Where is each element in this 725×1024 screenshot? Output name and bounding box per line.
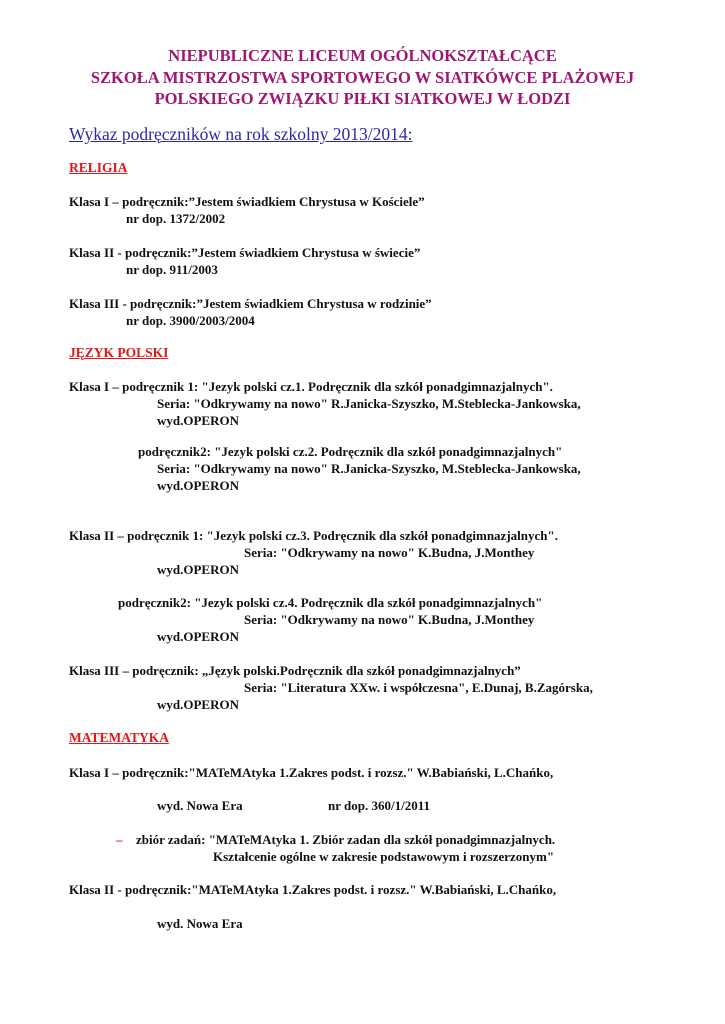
polski-klasa-3-line-b: Seria: "Literatura XXw. i współczesna", E.Dunaj, B.Zagórska, [244, 680, 593, 695]
matematyka-klasa-2-wyd: wyd. Nowa Era [157, 916, 243, 931]
school-name-line-2: SZKOŁA MISTRZOSTWA SPORTOWEGO W SIATKÓWCE PLAŻOWEJ [90, 68, 635, 87]
polski-klasa-2-line-c: wyd.OPERON [157, 562, 239, 577]
matematyka-zbior-line-a: zbiór zadań: "MATeMAtyka 1. Zbiór zadan dla szkół ponadgimnazjalnych. [136, 832, 556, 847]
list-dash-marker: – [116, 832, 123, 847]
document-subtitle: Wykaz podręczników na rok szkolny 2013/2014: [69, 124, 413, 144]
polski-klasa-1-line-d: podręcznik2: "Jezyk polski cz.2. Podręcznik dla szkół ponadgimnazjalnych" [138, 444, 563, 459]
religia-klasa-2-nr: nr dop. 911/2003 [126, 262, 218, 277]
polski-klasa-2-line-f: wyd.OPERON [157, 629, 239, 644]
religia-klasa-3: Klasa III - podręcznik:”Jestem świadkiem Chrystusa w rodzinie” [69, 296, 432, 311]
polski-klasa-1-line-a: Klasa I – podręcznik 1: "Jezyk polski cz.1. Podręcznik dla szkół ponadgimnazjalnych". [69, 379, 553, 394]
matematyka-klasa-2: Klasa II - podręcznik:"MATeMAtyka 1.Zakres podst. i rozsz." W.Babiański, L.Chańko, [69, 882, 557, 897]
section-polski-title: JĘZYK POLSKI [69, 345, 169, 360]
religia-klasa-1: Klasa I – podręcznik:”Jestem świadkiem Chrystusa w Kościele” [69, 194, 425, 209]
polski-klasa-3-line-a: Klasa III – podręcznik: „Język polski.Podręcznik dla szkół ponadgimnazjalnych” [69, 663, 521, 678]
polski-klasa-1-line-f: wyd.OPERON [157, 478, 239, 493]
polski-klasa-1-line-c: wyd.OPERON [157, 413, 239, 428]
polski-klasa-2-line-b: Seria: "Odkrywamy na nowo" K.Budna, J.Monthey [244, 545, 535, 560]
polski-klasa-2-line-a: Klasa II – podręcznik 1: "Jezyk polski cz.3. Podręcznik dla szkół ponadgimnazjalnych". [69, 528, 558, 543]
section-religia-title: RELIGIA [69, 160, 128, 175]
matematyka-klasa-1: Klasa I – podręcznik:"MATeMAtyka 1.Zakres podst. i rozsz." W.Babiański, L.Chańko, [69, 765, 554, 780]
section-matematyka-title: MATEMATYKA [69, 730, 169, 745]
matematyka-zbior-line-b: Kształcenie ogólne w zakresie podstawowym i rozszerzonym" [213, 849, 555, 864]
matematyka-klasa-1-nr: nr dop. 360/1/2011 [328, 798, 430, 813]
polski-klasa-3-line-c: wyd.OPERON [157, 697, 239, 712]
religia-klasa-1-nr: nr dop. 1372/2002 [126, 211, 226, 226]
school-name-line-3: POLSKIEGO ZWIĄZKU PIŁKI SIATKOWEJ W ŁODZI [154, 89, 571, 108]
school-name-line-1: NIEPUBLICZNE LICEUM OGÓLNOKSZTAŁCĄCE [168, 46, 557, 65]
polski-klasa-2-line-d: podręcznik2: "Jezyk polski cz.4. Podręcznik dla szkół ponadgimnazjalnych" [118, 595, 543, 610]
matematyka-klasa-1-wyd: wyd. Nowa Era [157, 798, 243, 813]
religia-klasa-2: Klasa II - podręcznik:”Jestem świadkiem Chrystusa w świecie” [69, 245, 421, 260]
polski-klasa-2-line-e: Seria: "Odkrywamy na nowo" K.Budna, J.Monthey [244, 612, 535, 627]
religia-klasa-3-nr: nr dop. 3900/2003/2004 [126, 313, 255, 328]
polski-klasa-1-line-b: Seria: "Odkrywamy na nowo" R.Janicka-Szyszko, M.Steblecka-Jankowska, [157, 396, 581, 411]
polski-klasa-1-line-e: Seria: "Odkrywamy na nowo" R.Janicka-Szyszko, M.Steblecka-Jankowska, [157, 461, 581, 476]
